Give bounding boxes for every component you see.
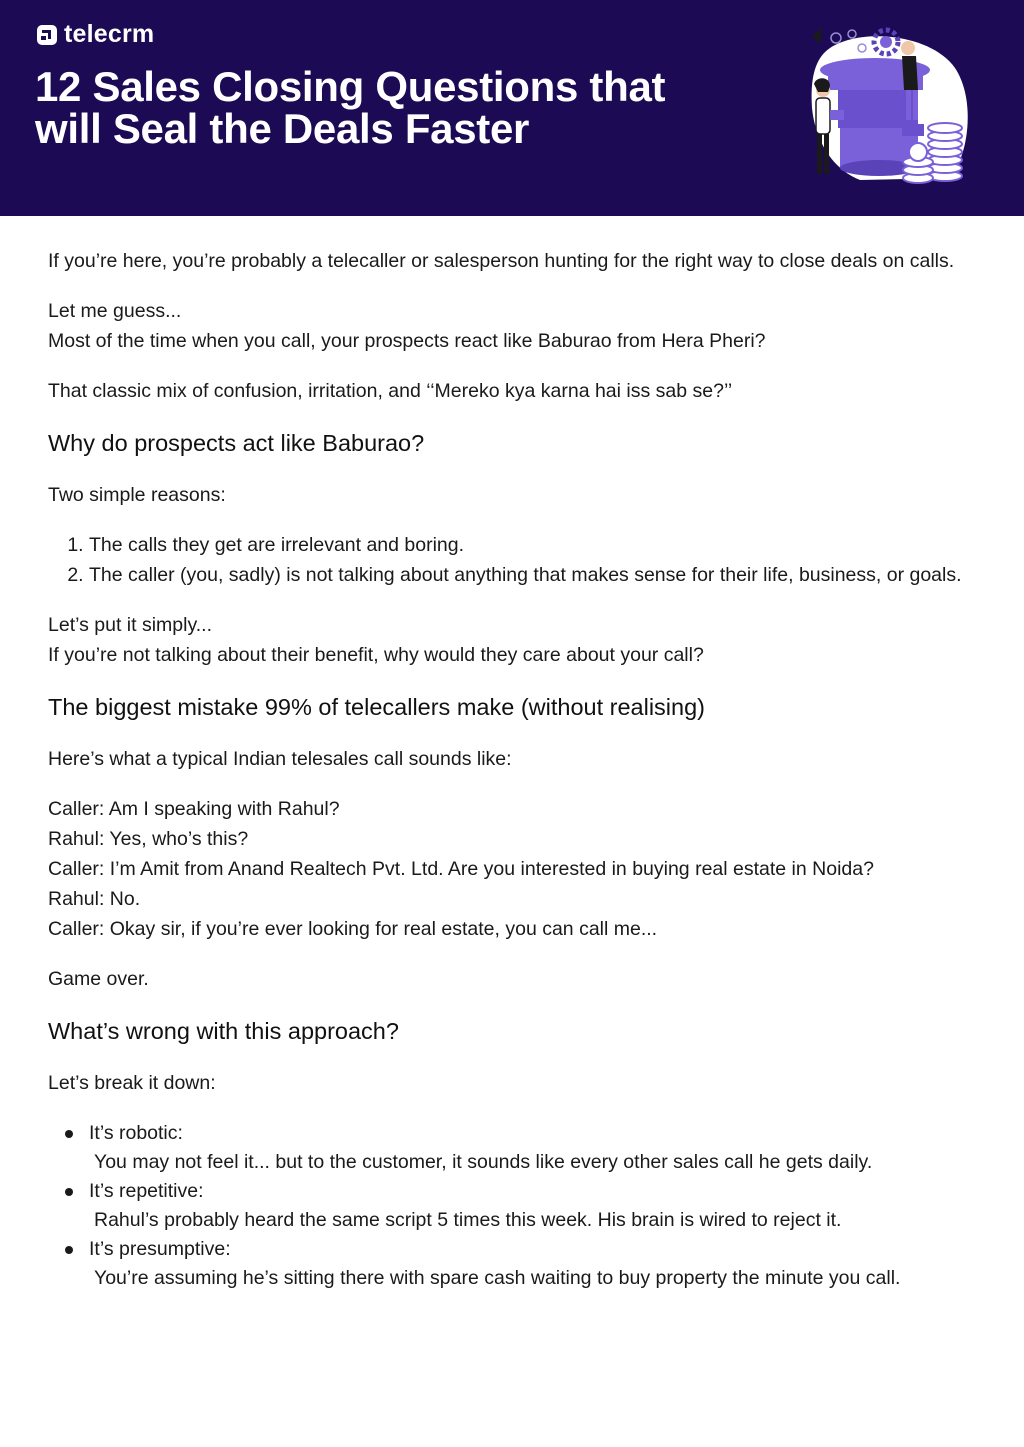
breakdown-intro: Let’s break it down: [48,1072,216,1094]
bullet-icon [65,1246,73,1254]
dialogue-line: Caller: Am I speaking with Rahul? [48,798,340,820]
simply-line-2: If you’re not talking about their benefit, why would they care about your call? [48,644,704,666]
bullet-icon [65,1130,73,1138]
dialogue-line: Caller: Okay sir, if you’re ever looking for real estate, you can call me... [48,918,658,940]
list-item: 2. The caller (you, sadly) is not talking about anything that makes sense for their life, business, or goals. [89,560,968,590]
brand-logo[interactable] [37,22,154,47]
game-over-paragraph: Game over. [48,968,149,990]
list-item: 1. The calls they get are irrelevant and boring. [89,530,968,560]
problems-list [48,1118,968,1292]
header-banner [0,0,1024,216]
problem-detail: Rahul’s probably heard the same script 5 times this week. His brain is wired to reject it. [94,1209,842,1231]
intro-paragraph: If you’re here, you’re probably a telecaller or salesperson hunting for the right way to close deals on calls. [48,250,955,272]
guess-line-1: Let me guess... [48,300,182,322]
page-title-line-2: will Seal the Deals Faster [35,105,530,152]
bullet-icon [65,1188,73,1196]
list-item [89,1176,968,1234]
dialogue-line: Caller: I’m Amit from Anand Realtech Pvt. Ltd. Are you interested in buying real estate in Noida? [48,858,874,880]
guess-line-2: Most of the time when you call, your prospects react like Baburao from Hera Pheri? [48,330,766,352]
guess-paragraph [48,296,968,356]
brand-name: telecrm [64,20,155,48]
page-title-line-1: 12 Sales Closing Questions that [35,63,666,110]
list-item [89,1118,968,1176]
problem-detail: You’re assuming he’s sitting there with spare cash waiting to buy property the minute you call. [94,1267,901,1289]
reasons-list [48,530,968,590]
heading-why-prospects: Why do prospects act like Baburao? [48,430,425,456]
heading-whats-wrong: What’s wrong with this approach? [48,1018,399,1044]
problem-lead: It’s repetitive: [89,1180,204,1202]
classic-mix-paragraph: That classic mix of confusion, irritation, and ‘‘Mereko kya karna hai iss sab se?’’ [48,380,733,402]
dialogue-line: Rahul: Yes, who’s this? [48,828,249,850]
article-body [48,246,968,1292]
reasons-intro: Two simple reasons: [48,484,226,506]
heading-biggest-mistake: The biggest mistake 99% of telecallers make (without realising) [48,694,705,720]
problem-detail: You may not feel it... but to the customer, it sounds like every other sales call he gets daily. [94,1151,873,1173]
problem-lead: It’s robotic: [89,1122,183,1144]
dialogue-line: Rahul: No. [48,888,141,910]
sales-illustration [790,18,980,193]
problem-lead: It’s presumptive: [89,1238,231,1260]
simply-paragraph [48,610,968,670]
telecrm-logo-icon [37,25,57,45]
call-dialogue [48,794,968,944]
list-item [89,1234,968,1292]
simply-line-1: Let’s put it simply... [48,614,213,636]
page-title [35,63,695,152]
typical-call-intro: Here’s what a typical Indian telesales call sounds like: [48,748,512,770]
